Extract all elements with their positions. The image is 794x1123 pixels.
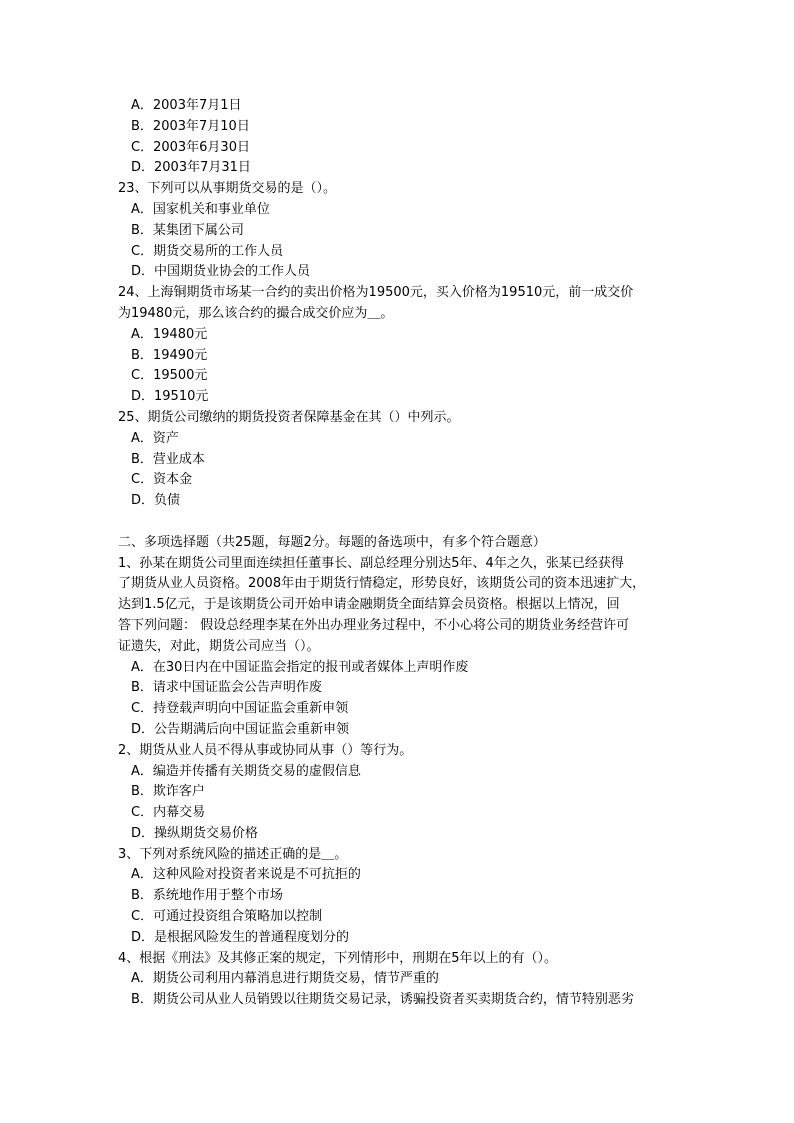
option-b: B．期货公司从业人员销毁以往期货交易记录，诱骗投资者买卖期货合约，情节特别恶劣 (131, 992, 634, 1008)
question-stem-line: 达到1.5亿元，于是该期货公司开始申请金融期货全面结算会员资格。根据以上情况，回 (118, 597, 620, 613)
question-stem: 2、期货从业人员不得从事或协同从事（）等行为。 (118, 742, 413, 758)
question-stem-line: 24、上海铜期货市场某一合约的卖出价格为19500元，买入价格为19510元，前一成交价 (118, 285, 634, 301)
multi-question-4 (118, 949, 678, 1011)
option-a: A．这种风险对投资者来说是不可抗拒的 (131, 867, 361, 883)
option-c: C．内幕交易 (131, 805, 206, 821)
question-23 (118, 179, 678, 283)
multi-question-2 (118, 741, 678, 845)
option-c: C．持登载声明向中国证监会重新申领 (131, 701, 349, 717)
option-d: D．19510元 (131, 389, 209, 405)
q22-option-b: B．2003年7月10日 (131, 118, 250, 134)
q22-option-a: A．2003年7月1日 (131, 98, 242, 113)
option-b: B．某集团下属公司 (131, 222, 244, 238)
q22-option-d: D．2003年7月31日 (131, 160, 251, 176)
option-b: B．系统地作用于整个市场 (131, 888, 283, 904)
option-a: A．在30日内在中国证监会指定的报刊或者媒体上声明作废 (131, 659, 469, 675)
multi-question-1 (118, 554, 678, 741)
option-c: C．期货交易所的工作人员 (131, 243, 284, 259)
section-title: 二、多项选择题（共25题，每题2分。每题的备选项中，有多个符合题意） (118, 534, 546, 550)
option-b: B．欺诈客户 (131, 784, 205, 800)
option-a: A．编造并传播有关期货交易的虚假信息 (131, 763, 361, 779)
option-d: D．操纵期货交易价格 (131, 825, 259, 841)
option-d: D．是根据风险发生的普通程度划分的 (131, 929, 350, 945)
option-c: C．可通过投资组合策略加以控制 (131, 909, 323, 925)
option-a: A．19480元 (131, 326, 208, 342)
option-b: B．19490元 (131, 347, 208, 363)
question-stem: 4、根据《刑法》及其修正案的规定，下列情形中，刑期在5年以上的有（）。 (118, 950, 558, 966)
question-stem: 3、下列对系统风险的描述正确的是＿。 (118, 846, 348, 862)
option-a: A．国家机关和事业单位 (131, 201, 270, 217)
question-25 (118, 408, 678, 512)
option-d: D．公告期满后向中国证监会重新申领 (131, 721, 350, 737)
option-a: A．期货公司利用内幕消息进行期货交易，情节严重的 (131, 971, 439, 987)
question-stem-line: 1、孙某在期货公司里面连续担任董事长、副总经理分别达5年、4年之久，张某已经获得 (118, 555, 624, 571)
question-stem-line: 为19480元，那么该合约的撮合成交价应为＿。 (118, 305, 394, 321)
question-stem: 23、下列可以从事期货交易的是（）。 (118, 181, 337, 197)
option-d: D．负债 (131, 493, 181, 509)
question-stem: 25、期货公司缴纳的期货投资者保障基金在其（）中列示。 (118, 409, 460, 425)
option-c: C．19500元 (131, 368, 208, 384)
question-24 (118, 283, 678, 408)
q22-option-c: C．2003年6月30日 (131, 139, 250, 155)
multi-question-3 (118, 845, 678, 949)
question-stem-line: 答下列问题： 假设总经理李某在外出办理业务过程中，不小心将公司的期货业务经营许可 (118, 617, 630, 633)
option-b: B．营业成本 (131, 451, 205, 467)
option-a: A．资产 (131, 430, 179, 446)
q22-options (118, 96, 678, 179)
blank-line (118, 512, 678, 533)
question-stem-line: 证遗失，对此，期货公司应当（）。 (118, 638, 320, 654)
document-page (118, 96, 678, 1011)
option-d: D．中国期货业协会的工作人员 (131, 264, 311, 280)
option-b: B．请求中国证监会公告声明作废 (131, 680, 322, 696)
question-stem-line: 了期货从业人员资格。2008年由于期货行情稳定，形势良好，该期货公司的资本迅速扩大， (118, 576, 646, 592)
option-c: C．资本金 (131, 472, 193, 488)
